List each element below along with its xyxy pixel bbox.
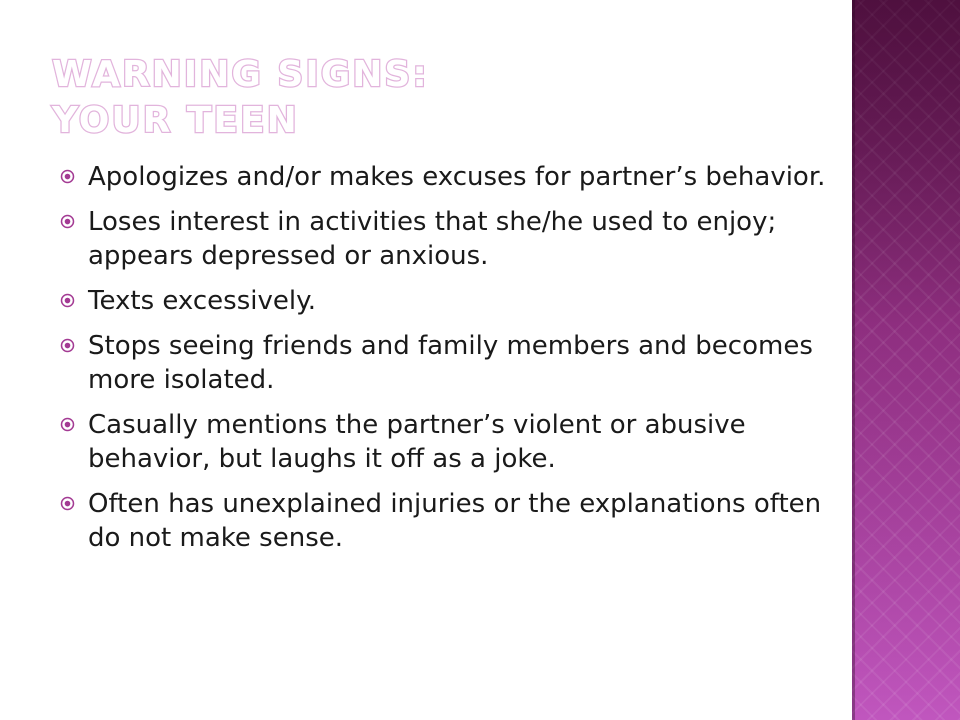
circled-target-icon <box>60 214 75 229</box>
list-item <box>60 408 830 476</box>
circled-target-icon <box>60 417 75 432</box>
list-item <box>60 329 830 397</box>
list-item <box>60 160 830 194</box>
slide-title-line-1: WARNING SIGNS: <box>52 54 429 95</box>
bullet-text: Casually mentions the partner’s violent or abusive behavior, but laughs it off as a joke. <box>88 410 746 474</box>
bullet-text: Often has unexplained injuries or the explanations often do not make sense. <box>88 489 822 553</box>
circled-target-icon <box>60 338 75 353</box>
list-item <box>60 205 830 273</box>
list-item <box>60 284 830 318</box>
circled-target-icon <box>60 293 75 308</box>
bullet-text: Stops seeing friends and family members and becomes more isolated. <box>88 331 813 395</box>
slide-title-line-2: YOUR TEEN <box>52 100 299 141</box>
side-panel-edge <box>852 0 855 720</box>
circled-target-icon <box>60 169 75 184</box>
bullet-list <box>60 160 830 566</box>
circled-target-icon <box>60 496 75 511</box>
bullet-text: Loses interest in activities that she/he used to enjoy; appears depressed or anxious. <box>88 207 777 271</box>
decorative-side-panel <box>852 0 960 720</box>
slide-title <box>52 52 429 144</box>
bullet-text: Texts excessively. <box>88 286 317 316</box>
list-item <box>60 487 830 555</box>
bullet-text: Apologizes and/or makes excuses for partner’s behavior. <box>88 162 826 192</box>
